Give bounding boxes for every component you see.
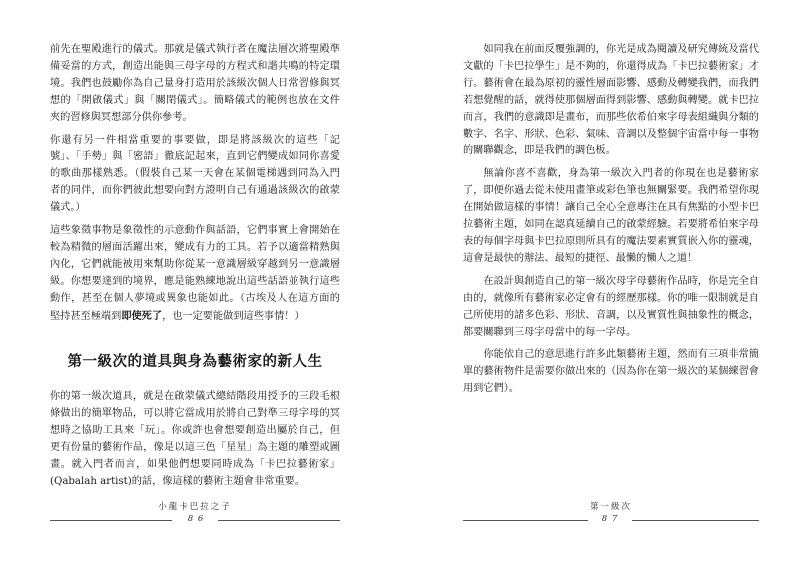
right-paragraph-3: 在設計與創造自己的第一級次母字母藝術作品時，你是完全自由的，就像所有藝術家必定會有的經歷那樣。你的唯一限制就是自己所使用的諸多色彩、形狀、音調，以及實質性與抽象性的概念，都要關聯到三母字母當中的每一字母。 <box>463 275 759 338</box>
right-page-body <box>463 42 759 398</box>
right-footer-rule-left <box>463 520 588 521</box>
right-running-footer: 第一級次 <box>589 502 632 512</box>
left-paragraph-2: 你還有另一件相當重要的事要做，即是將該級次的這些「記號」、「手勢」與「密語」徹底記起來，直到它們變成如同你喜愛的歌曲那樣熟悉。（假裝自己某一天會在某個電梯遇到同為入門者的同伴，而你們彼此想要向對方證明自己有通過該級次的啟蒙儀式。） <box>50 134 340 214</box>
left-paragraph-3 <box>50 223 340 325</box>
left-running-footer: 小龍卡巴拉之子 <box>158 502 232 512</box>
section-heading: 第一級次的道具與身為藝術家的新人生 <box>67 352 323 370</box>
right-paragraph-1: 如同我在前面反覆強調的，你光是成為閱讀及研究傳統及當代文獻的「卡巴拉學生」是不夠的，你還得成為「卡巴拉藝術家」才行。藝術會在最為原初的靈性層面影響、感動及轉變我們，而我們若想覺醒的話，就得使那個層面得到影響、感動與轉變。就卡巴拉而言，我們的意識即是畫布，而那些依希伯來字母表組織與分類的數字、名字、形狀、色彩、氣味、音調以及整個宇宙當中每一事物的關聯觀念，即是我們的調色板。 <box>463 44 759 157</box>
left-footer-rule-right <box>218 520 340 521</box>
left-footer-rule-left <box>50 520 172 521</box>
right-footer-rule-right <box>632 520 759 521</box>
left-page-body <box>50 42 340 491</box>
emphasized-text: 即使死了 <box>121 309 163 322</box>
right-paragraph-2: 無論你喜不喜歡，身為第一級次入門者的你現在也是藝術家了，即便你過去從未使用畫筆或彩色筆也無關緊要。我們希望你現在開始做這樣的事情！讓自己全心全意專注在具有焦點的小型卡巴拉藝術主題，如同在認真延續自己的啟蒙經驗。若要將希伯來字母表的每個字母與卡巴拉原則所具有的魔法要素實質嵌入你的靈魂，這會是最快的辦法、最短的捷徑、最懶的懶人之道！ <box>463 168 759 264</box>
left-paragraph-1: 前先在聖殿進行的儀式。那就是儀式執行者在魔法層次將聖殿準備妥當的方式，創造出能與三母字母的方程式和諧共鳴的特定環境。我們也鼓勵你為自己量身打造用於該級次個人日常習修與冥想的「開啟儀式」與「關閉儀式」。簡略儀式的範例也放在文件夾的習修與冥想部分供你參考。 <box>50 44 340 123</box>
left-paragraph-4: 你的第一級次道具，就是在啟蒙儀式總結階段用授予的三段毛根條做出的簡單物品，可以將它當成用於將自己對準三母字母的冥想時之協助工具來「玩」。你或許也會想要創造出屬於自己，但更有份量的藝術作品，像是以這三色「星星」為主題的雕塑或圖畫。就入門者而言，如果他們想要同時成為「卡巴拉藝術家」(Qabalah artist)的話，像這樣的藝術主題會非常重要。 <box>50 391 340 487</box>
left-paragraph-3-tail: ，也一定要能做到這些事情！） <box>162 310 305 322</box>
right-paragraph-4: 你能依自己的意思進行許多此類藝術主題，然而有三項非常簡單的藝術物件是需要你做出來的（因為你在第一級次的某個練習會用到它們）。 <box>463 349 759 395</box>
left-paragraph-3-main: 這些象徵事物是象徵性的示意動作與話語，它們事實上會開始在較為精微的層面活躍出來，變成有力的工具。若予以適當精熟與內化，它們就能被用來幫助你從某一意識層級穿越到另一意識層級。你想要達到的境界，應是能熟練地說出這些話語並執行這些動作，甚至在個人夢境或異象也能如此。（古埃及人在這方面的堅持甚至極端到 <box>50 225 340 322</box>
right-page-number: 8 7 <box>601 514 619 524</box>
left-page-number: 8 6 <box>187 514 205 524</box>
